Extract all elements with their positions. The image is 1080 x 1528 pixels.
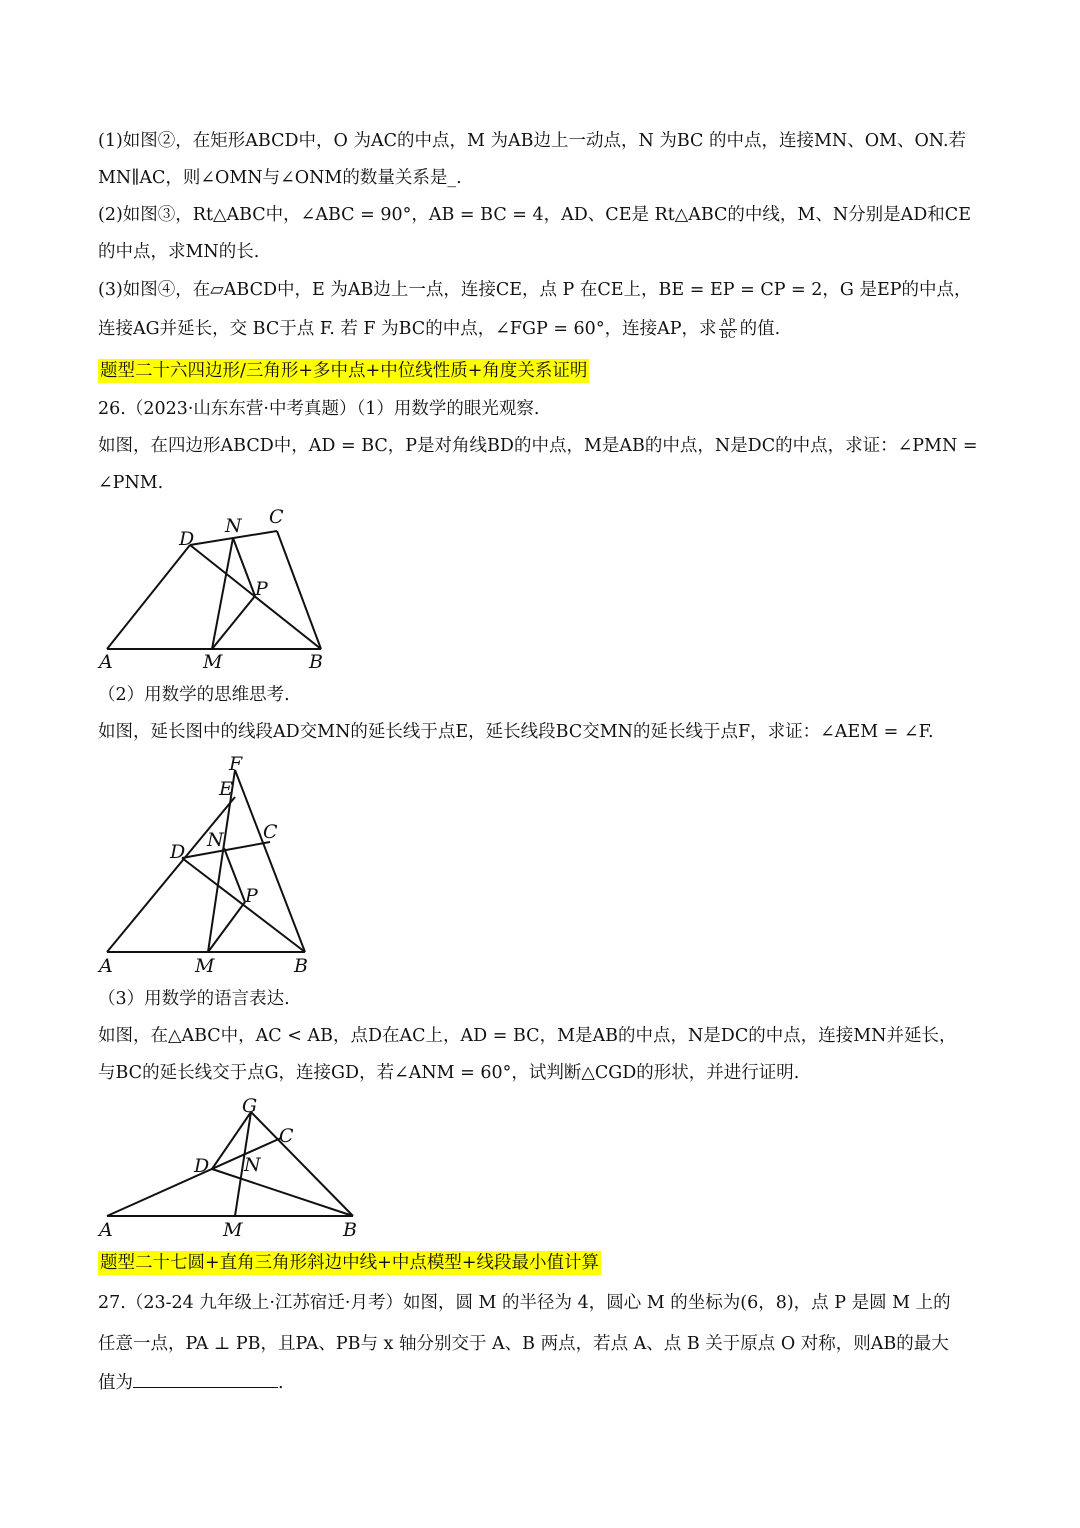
- fraction-denominator: BC: [720, 330, 736, 341]
- problem-3-tail: 的值.: [739, 319, 781, 339]
- label-N: N: [207, 829, 224, 851]
- label-M: M: [195, 955, 215, 977]
- label-A: A: [99, 651, 113, 673]
- label-N: N: [225, 515, 242, 537]
- problem-2-line-1: (2)如图③，Rt△ABC中，∠ABC = 90°，AB = BC = 4，AD、CE是 Rt△ABC的中线，M、N分别是AD和CE: [98, 205, 971, 225]
- problem-26-part-3: （3）用数学的语言表达.: [98, 989, 290, 1009]
- segment-MN: [212, 538, 233, 649]
- label-E: E: [219, 778, 233, 800]
- label-B: B: [309, 651, 323, 673]
- label-N: N: [244, 1154, 261, 1176]
- segment-NP: [224, 848, 245, 902]
- label-B: B: [343, 1219, 357, 1241]
- problem-26-part-3-line-2: 与BC的延长线交于点G，连接GD，若∠ANM = 60°，试判断△CGD的形状，并进行证明.: [98, 1063, 800, 1083]
- problem-26-part-3-line-1: 如图，在△ABC中，AC < AB，点D在AC上，AD = BC，M是AB的中点，N是DC的中点，连接MN并延长，: [98, 1026, 957, 1046]
- label-A: A: [99, 1219, 113, 1241]
- problem-3-text: 连接AG并延长，交 BC于点 F. 若 F 为BC的中点，∠FGP = 60°，连接AP，求: [98, 319, 717, 339]
- label-G: G: [242, 1095, 258, 1117]
- problem-1-line-2: MN∥AC，则∠OMN与∠ONM的数量关系是_.: [98, 168, 462, 188]
- problem-3-line-2: [98, 317, 780, 341]
- label-M: M: [203, 651, 223, 673]
- problem-2-line-2: 的中点，求MN的长.: [98, 242, 260, 262]
- label-M: M: [223, 1219, 243, 1241]
- label-P: P: [245, 885, 258, 907]
- segment-DB: [212, 1169, 353, 1216]
- problem-26-line-2: ∠PNM.: [98, 473, 164, 493]
- problem-27-prefix: 值为: [98, 1373, 133, 1393]
- label-F: F: [229, 753, 243, 775]
- problem-3-line-1: (3)如图④，在▱ABCD中，E 为AB边上一点，连接CE，点 P 在CE上，BE = EP = CP = 2，G 是EP的中点，: [98, 280, 972, 300]
- problem-27-line-2: 任意一点，PA ⊥ PB，且PA、PB与 x 轴分别交于 A、B 两点，若点 A、点 B 关于原点 O 对称，则AB的最大: [98, 1334, 949, 1354]
- label-D: D: [194, 1155, 210, 1177]
- label-C: C: [279, 1125, 294, 1147]
- problem-26-title: 26.（2023·山东东营·中考真题）（1）用数学的眼光观察.: [98, 399, 540, 419]
- label-P: P: [255, 578, 268, 600]
- segment-AC: [107, 1138, 281, 1216]
- label-C: C: [269, 506, 284, 528]
- label-C: C: [263, 821, 278, 843]
- answer-blank[interactable]: [133, 1369, 278, 1388]
- figure-quadrilateral: [95, 503, 335, 675]
- figure-extended-quadrilateral: [95, 752, 320, 980]
- label-D: D: [179, 528, 195, 550]
- section-heading-26: [98, 359, 589, 383]
- problem-26-part-2: （2）用数学的思维思考.: [98, 685, 290, 705]
- section-heading-27: [98, 1251, 601, 1275]
- segment-AD: [107, 545, 190, 649]
- segment-MP: [212, 596, 255, 649]
- problem-1-line-1: (1)如图②，在矩形ABCD中，O 为AC的中点，M 为AB边上一动点，N 为BC 的中点，连接MN、OM、ON.若: [98, 131, 967, 151]
- heading-27-text: 题型二十七圆+直角三角形斜边中线+中点模型+线段最小值计算: [100, 1253, 599, 1273]
- problem-26-part-2-text: 如图，延长图中的线段AD交MN的延长线于点E，延长线段BC交MN的延长线于点F，求证：∠AEM = ∠F.: [98, 722, 934, 742]
- fraction-numerator: AP: [721, 318, 736, 329]
- problem-27-suffix: .: [278, 1373, 284, 1393]
- heading-26-text: 题型二十六四边形/三角形+多中点+中位线性质+角度关系证明: [100, 361, 588, 381]
- fraction-ap-bc: [719, 318, 736, 341]
- label-B: B: [294, 955, 308, 977]
- segment-GB: [251, 1112, 353, 1216]
- problem-26-line-1: 如图，在四边形ABCD中，AD = BC，P是对角线BD的中点，M是AB的中点，N是DC的中点，求证：∠PMN =: [98, 436, 978, 456]
- label-D: D: [170, 841, 186, 863]
- label-A: A: [99, 955, 113, 977]
- figure-triangle-cgd: [95, 1092, 365, 1242]
- segment-AE: [107, 797, 235, 952]
- problem-27-line-3: [98, 1369, 284, 1395]
- problem-27-line-1: 27.（23-24 九年级上·江苏宿迁·月考）如图，圆 M 的半径为 4，圆心 M 的坐标为(6，8)，点 P 是圆 M 上的: [98, 1293, 951, 1313]
